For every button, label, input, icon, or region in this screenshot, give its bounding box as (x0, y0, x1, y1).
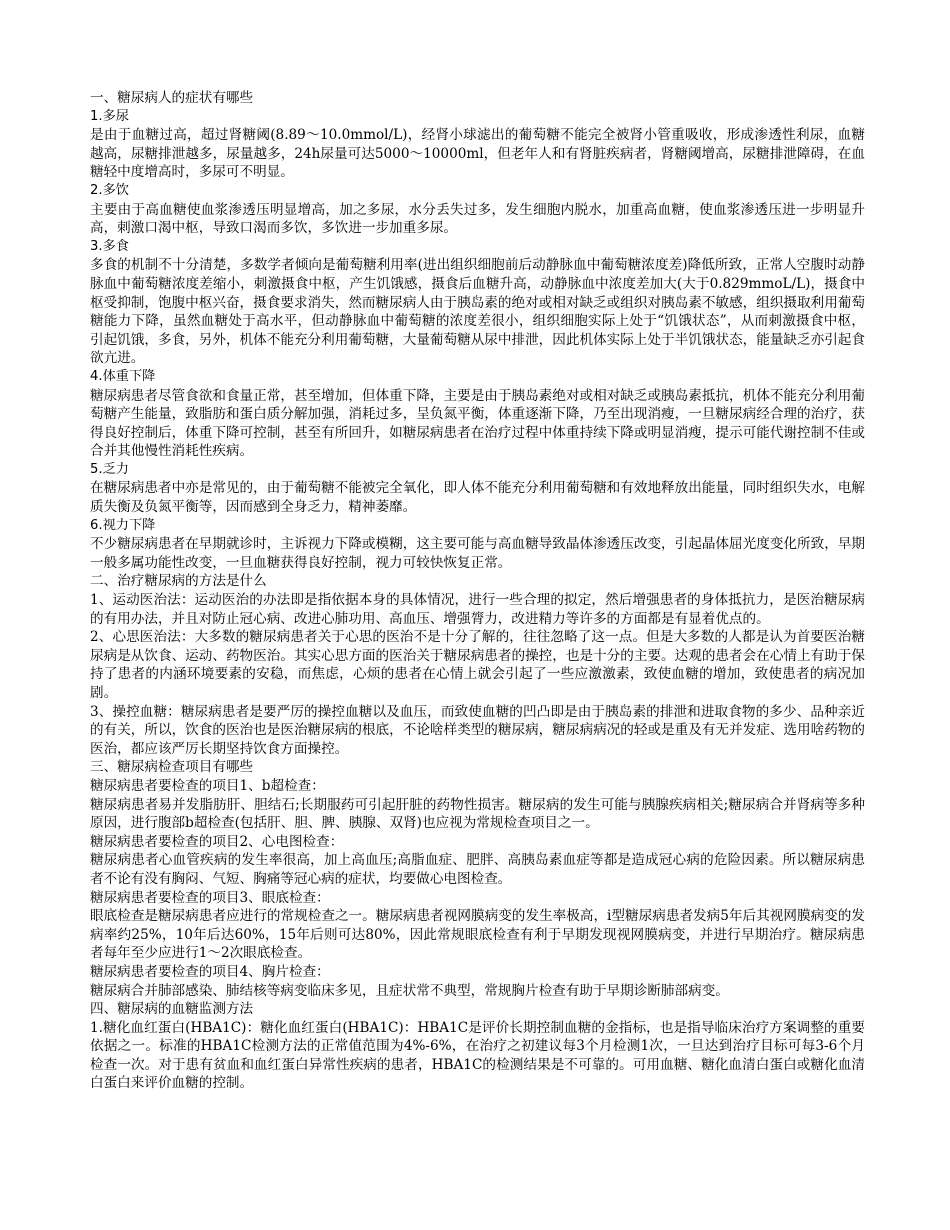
exam-item-ultrasound-title: 糖尿病患者要检查的项目1、b超检查： (90, 777, 325, 794)
subheading-polydipsia: 2.多饮 (90, 182, 129, 198)
paragraph-treatment-glucose-control: 3、操控血糖：糖尿病患者是要严厉的操控血糖以及血压，而致使血糖的凹凸即是由于胰岛素的排泄和进取食物的多少、品种亲近的有关，所以，饮食的医治也是医治糖尿病的根底，不论啥样类型的糖尿病，糖尿病病况的轻或是重及有无并发症、选用啥药物的医治，都应该严厉长期坚持饮食方面操控。 (90, 703, 865, 757)
exam-item-ecg-desc: 糖尿病患者心血管疾病的发生率很高，加上高血压;高脂血症、肥胖、高胰岛素血症等都是造成冠心病的危险因素。所以糖尿病患者不论有没有胸闷、气短、胸痛等冠心病的症状，均要做心电图检查。 (90, 852, 865, 887)
exam-item-fundus-desc: 眼底检查是糖尿病患者应进行的常规检查之一。糖尿病患者视网膜病变的发生率极高，ⅰ型糖尿病患者发病5年后其视网膜病变的发病率约25%，10年后达60%，15年后则可达80%，因此常规眼底检查有利于早期发现视网膜病变，并进行早期治疗。糖尿病患者每年至少应进行1～2次眼底检查。 (90, 908, 865, 962)
subheading-vision-loss: 6.视力下降 (90, 517, 156, 533)
section-heading-symptoms: 一、糖尿病人的症状有哪些 (90, 90, 254, 106)
paragraph-hba1c: 1.糖化血红蛋白(HBA1C)：糖化血红蛋白(HBA1C)：HBA1C是评价长期控制血糖的金指标，也是指导临床治疗方案调整的重要依据之一。标准的HBA1C检测方法的正常值范围为4%-6%，在治疗之初建议每3个月检测1次，一旦达到治疗目标可每3-6个月检查一次。对于患有贫血和血红蛋白异常性疾病的患者，HBA1C的检测结果是不可靠的。可用血糖、糖化血清白蛋白或糖化血清白蛋白来评价血糖的控制。 (90, 1019, 865, 1092)
paragraph-polyuria: 是由于血糖过高，超过肾糖阈(8.89～10.0mmol/L)，经肾小球滤出的葡萄糖不能完全被肾小管重吸收，形成渗透性利尿，血糖越高，尿糖排泄越多，尿量越多，24h尿量可达5000～10000ml，但老年人和有肾脏疾病者，肾糖阈增高，尿糖排泄障碍，在血糖轻中度增高时，多尿可不明显。 (90, 127, 865, 181)
paragraph-weight-loss: 糖尿病患者尽管食欲和食量正常，甚至增加，但体重下降，主要是由于胰岛素绝对或相对缺乏或胰岛素抵抗，机体不能充分利用葡萄糖产生能量，致脂肪和蛋白质分解加强，消耗过多，呈负氮平衡，体重逐渐下降，乃至出现消瘦，一旦糖尿病经合理的治疗，获得良好控制后，体重下降可控制，甚至有所回升，如糖尿病患者在治疗过程中体重持续下降或明显消瘦，提示可能代谢控制不佳或合并其他慢性消耗性疾病。 (90, 387, 865, 460)
exam-item-ultrasound-desc: 糖尿病患者易并发脂肪肝、胆结石;长期服药可引起肝脏的药物性损害。糖尿病的发生可能与胰腺疾病相关;糖尿病合并肾病等多种原因，进行腹部b超检查(包括肝、胆、脾、胰腺、双肾)也应视为常规检查项目之一。 (90, 796, 865, 832)
document-page (90, 89, 865, 1093)
exam-item-chest-xray-desc: 糖尿病合并肺部感染、肺结核等病变临床多见，且症状常不典型，常规胸片检查有助于早期诊断肺部病变。 (90, 982, 729, 999)
section-heading-treatment: 二、治疗糖尿病的方法是什么 (90, 573, 267, 590)
exam-item-chest-xray-title: 糖尿病患者要检查的项目4、胸片检查： (90, 963, 330, 980)
subheading-polyuria: 1.多尿 (90, 108, 129, 124)
section-heading-monitoring: 四、糖尿病的血糖监测方法 (90, 1001, 254, 1018)
subheading-weight-loss: 4.体重下降 (90, 368, 156, 384)
paragraph-polydipsia: 主要由于高血糖使血浆渗透压明显增高，加之多尿，水分丢失过多，发生细胞内脱水，加重高血糖，使血浆渗透压进一步明显升高，刺激口渴中枢，导致口渴而多饮，多饮进一步加重多尿。 (90, 201, 865, 237)
subheading-fatigue: 5.乏力 (90, 461, 129, 477)
paragraph-vision-loss: 不少糖尿病患者在早期就诊时，主诉视力下降或模糊，这主要可能与高血糖导致晶体渗透压改变，引起晶体屈光度变化所致，早期一般多属功能性改变，一旦血糖获得良好控制，视力可较快恢复正常。 (90, 536, 865, 571)
subheading-polyphagia: 3.多食 (90, 238, 129, 254)
paragraph-treatment-psychology: 2、心思医治法：大多数的糖尿病患者关于心思的医治不是十分了解的，往往忽略了这一点。但是大多数的人都是认为首要医治糖尿病是从饮食、运动、药物医治。其实心思方面的医治关于糖尿病患者的操控，也是十分的主要。达观的患者会在心情上有助于保持了患者的内涵环境要素的安稳，而焦虑，心烦的患者在心情上就会引起了一些应激激素，致使血糖的增加，致使患者的病况加剧。 (90, 629, 865, 701)
exam-item-fundus-title: 糖尿病患者要检查的项目3、眼底检查： (90, 889, 330, 906)
paragraph-treatment-exercise: 1、运动医治法：运动医治的办法即是指依据本身的具体情况，进行一些合理的拟定，然后增强患者的身体抵抗力，是医治糖尿病的有用办法，并且对防止冠心病、改进心肺功用、高血压、增强膂力，改进精力等许多的方面都是有显着优点的。 (90, 592, 865, 627)
paragraph-fatigue: 在糖尿病患者中亦是常见的，由于葡萄糖不能被完全氧化，即人体不能充分利用葡萄糖和有效地释放出能量，同时组织失水，电解质失衡及负氮平衡等，因而感到全身乏力，精神萎靡。 (90, 480, 865, 516)
section-heading-examinations: 三、糖尿病检查项目有哪些 (90, 759, 254, 776)
paragraph-polyphagia: 多食的机制不十分清楚，多数学者倾向是葡萄糖利用率(进出组织细胞前后动静脉血中葡萄糖浓度差)降低所致，正常人空腹时动静脉血中葡萄糖浓度差缩小，刺激摄食中枢，产生饥饿感，摄食后血糖升高，动静脉血中浓度差加大(大于0.829mmoL/L)，摄食中枢受抑制，饱腹中枢兴奋，摄食要求消失，然而糖尿病人由于胰岛素的绝对或相对缺乏或组织对胰岛素不敏感，组织摄取利用葡萄糖能力下降，虽然血糖处于高水平，但动静脉血中葡萄糖的浓度差很小，组织细胞实际上处于“饥饿状态”，从而刺激摄食中枢，引起饥饿，多食，另外，机体不能充分利用葡萄糖，大量葡萄糖从尿中排泄，因此机体实际上处于半饥饿状态，能量缺乏亦引起食欲亢进。 (90, 257, 865, 367)
exam-item-ecg-title: 糖尿病患者要检查的项目2、心电图检查： (90, 833, 344, 850)
